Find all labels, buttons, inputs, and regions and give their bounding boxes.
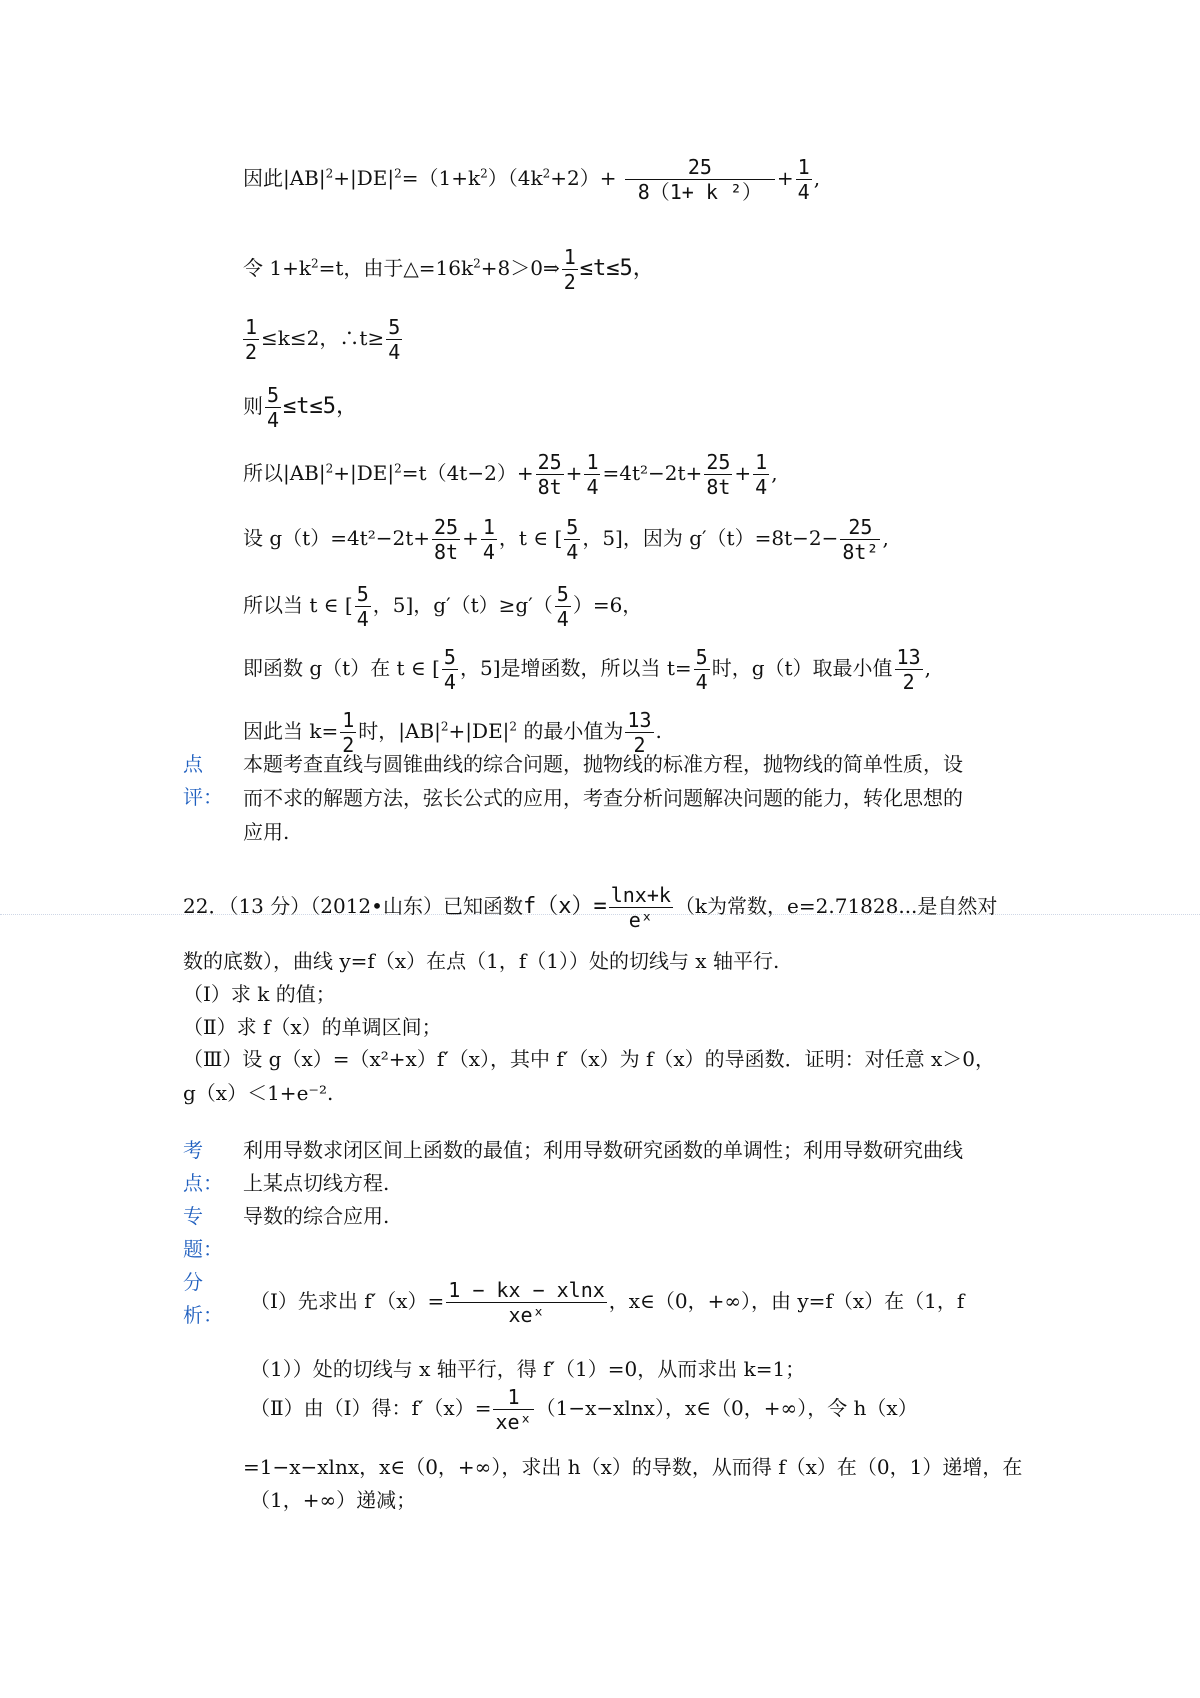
zhuanti-label-2: 题：	[183, 1237, 223, 1261]
comment-label-2: 评：	[183, 785, 223, 809]
fraction: $\frac{1}{4}$	[482, 515, 495, 564]
fraction: $\frac{5}{4}$	[356, 582, 369, 631]
comment-line-3: 应用.	[243, 820, 290, 844]
text: 令 1+k	[243, 256, 311, 280]
text: ≤t≤5，	[579, 256, 655, 281]
fenxi-label-2: 析：	[183, 1303, 223, 1327]
text: +|DE|	[448, 719, 510, 743]
solution-line-4	[243, 383, 358, 432]
text: =4t²−2t+	[602, 461, 703, 485]
text: +|DE|	[333, 461, 395, 485]
text: +	[462, 526, 479, 550]
text: ,	[882, 526, 889, 550]
fraction: $\frac{1}{\text{xeˣ}}$	[495, 1385, 532, 1434]
text: 因此当 k=	[243, 719, 339, 743]
zhuanti-label-1: 专	[183, 1204, 203, 1228]
solution-line-8	[243, 645, 931, 694]
text: +|DE|	[333, 166, 395, 190]
text: 因此|AB|	[243, 166, 326, 190]
fenxi-line-3	[250, 1385, 918, 1434]
text: ，5]，因为 g′（t）=8t−2−	[582, 526, 839, 550]
fraction: $\frac{1 - kx - xlnx}{\text{xeˣ}}$	[448, 1278, 605, 1327]
fraction: $\frac{1}{2}$	[563, 245, 576, 294]
solution-line-6	[243, 515, 889, 564]
zhuanti-text: 导数的综合应用.	[243, 1204, 390, 1228]
text: 22．（13 分）（2012•山东）已知函数	[183, 894, 523, 918]
fraction: $\frac{1}{4}$	[755, 450, 768, 499]
text: =（1+k	[401, 166, 481, 190]
text: ，x∈（0，+∞），由 y=f（x）在（1，f	[608, 1289, 965, 1313]
text: +2）+	[550, 166, 617, 190]
text: ,	[771, 461, 778, 485]
text: .	[655, 719, 662, 743]
text: 所以|AB|	[243, 461, 326, 485]
fraction: $\frac{25}{\text{8t²}}$	[842, 515, 879, 564]
kaodian-label-1: 考	[183, 1138, 203, 1162]
text: 的最小值为	[517, 719, 624, 743]
fraction: $\frac{1}{4}$	[797, 155, 810, 204]
solution-line-2: 令 $1+k^2=t$，由于$\triangle=16k^2+8>0\Rightarrow$ $\frac{1}{2}$ ≤t≤5，	[243, 245, 655, 294]
text: 则	[243, 394, 263, 418]
fenxi-line-5: （1，+∞）递减；	[250, 1488, 417, 1512]
fraction: $\frac{13}{2}$	[627, 708, 652, 757]
comment-line-2: 而不求的解题方法，弦长公式的应用，考查分析问题解决问题的能力，转化思想的	[243, 786, 963, 810]
problem-22-q3b: g（x）＜1+e⁻².	[183, 1081, 334, 1105]
text: ≤t≤5，	[283, 394, 359, 419]
text: 时，|AB|	[358, 719, 441, 743]
fraction: $\frac{5}{4}$	[388, 315, 401, 364]
text: =t（4t⁠−2）+	[401, 461, 534, 485]
fraction: $\frac{25}{8t}$	[537, 450, 562, 499]
solution-line-1: 因此$|AB|^2+|DE|^2=(1+k^2)(4k^2+2)+$ $\frac{25}{\text{8（1+ k ²）}}$ + $\frac{1}{4}$ ,	[243, 155, 821, 204]
fraction: $\frac{25}{8t}$	[706, 450, 731, 499]
fraction: $\frac{5}{4}$	[267, 383, 280, 432]
problem-22-q3: （Ⅲ）设 g（x）=（x²+x）f′（x），其中 f′（x）为 f（x）的导函数．证明：对任意 x＞0，	[183, 1047, 996, 1071]
fenxi-line-2: （1））处的切线与 x 轴平行，得 f′（1）=0，从而求出 k=1；	[250, 1357, 806, 1381]
fraction: $\frac{1}{2}$	[245, 315, 258, 364]
text: （Ⅰ）先求出 f′（x）=	[250, 1289, 445, 1313]
text: ≤k≤2，∴t≥	[261, 326, 385, 350]
text: +	[734, 461, 752, 485]
text: ,	[813, 166, 821, 190]
text: （1−x−xlnx），x∈（0，+∞），令 h（x）	[535, 1396, 918, 1420]
text: 即函数 g（t）在 t ∈ [	[243, 656, 440, 680]
fraction: $\frac{1}{2}$	[342, 708, 355, 757]
problem-22-q1: （Ⅰ）求 k 的值；	[183, 982, 336, 1006]
text: +	[776, 166, 794, 190]
fraction: $\frac{5}{4}$	[443, 645, 456, 694]
fenxi-line-1	[250, 1278, 964, 1327]
kaodian-label-2: 点：	[183, 1171, 223, 1195]
text: 所以当 t ∈ [	[243, 593, 353, 617]
text: （Ⅱ）由（Ⅰ）得：f′（x）=	[250, 1396, 492, 1420]
fenxi-line-4: =1−x−xlnx，x∈（0，+∞），求出 h（x）的导数，从而得 f（x）在（0，1）递增，在	[243, 1455, 1023, 1479]
problem-22-head	[183, 883, 997, 932]
solution-line-3	[241, 315, 404, 364]
fraction: $\frac{13}{2}$	[896, 645, 921, 694]
text: +8＞0⇒	[480, 256, 560, 280]
solution-line-7	[243, 582, 642, 631]
comment-label-1: 点	[183, 752, 203, 776]
fraction: $\frac{5}{4}$	[556, 582, 569, 631]
text: f（x）=	[522, 894, 607, 919]
problem-22-line-2: 数的底数），曲线 y=f（x）在点（1，f（1））处的切线与 x 轴平行.	[183, 949, 780, 973]
text: ）=6，	[572, 593, 643, 617]
fraction: $\frac{1}{4}$	[586, 450, 599, 499]
comment-line-1: 本题考查直线与圆锥曲线的综合问题，抛物线的标准方程，抛物线的简单性质，设	[243, 752, 963, 776]
solution-line-5: 所以$|AB|^2+|DE|^2=t(4t⁠-2)+$ $\frac{25}{8t}$ + $\frac{1}{4}$ =4t²−2t+ $\frac{25}{8t}$ + $\frac{1}{4}$ ,	[243, 450, 778, 499]
text: =t，由于△=16k	[318, 256, 474, 280]
problem-22-q2: （Ⅱ）求 f（x）的单调区间；	[183, 1015, 442, 1039]
text: ,	[924, 656, 931, 680]
text: ，t ∈ [	[498, 526, 563, 550]
text: 时，g（t）取最小值	[711, 656, 893, 680]
fraction: $\frac{25}{\text{8（1+ k ²）}}$	[625, 155, 775, 204]
fraction: $\frac{25}{8t}$	[434, 515, 459, 564]
text: 设 g（t）=4t²−2t+	[243, 526, 431, 550]
text: +	[565, 461, 583, 485]
text: （k为常数，e=2.71828...是自然对	[674, 894, 998, 918]
fenxi-label-1: 分	[183, 1270, 203, 1294]
text: ，5]，g′（t）≥g′（	[372, 593, 553, 617]
kaodian-line-2: 上某点切线方程.	[243, 1171, 390, 1195]
kaodian-line-1: 利用导数求闭区间上函数的最值；利用导数研究函数的单调性；利用导数研究曲线	[243, 1138, 963, 1162]
solution-line-9: 因此当 k= $\frac{1}{2}$ 时，$|AB|^2+|DE|^2$ 的最小值为 $\frac{13}{2}$ .	[243, 708, 662, 757]
fraction: $\frac{\ln x+k}{\text{eˣ}}$	[610, 883, 671, 932]
text: ）（4k	[487, 166, 543, 190]
text: ，5]是增函数，所以当 t=	[459, 656, 692, 680]
fraction: $\frac{5}{4}$	[566, 515, 579, 564]
fraction: $\frac{5}{4}$	[695, 645, 708, 694]
